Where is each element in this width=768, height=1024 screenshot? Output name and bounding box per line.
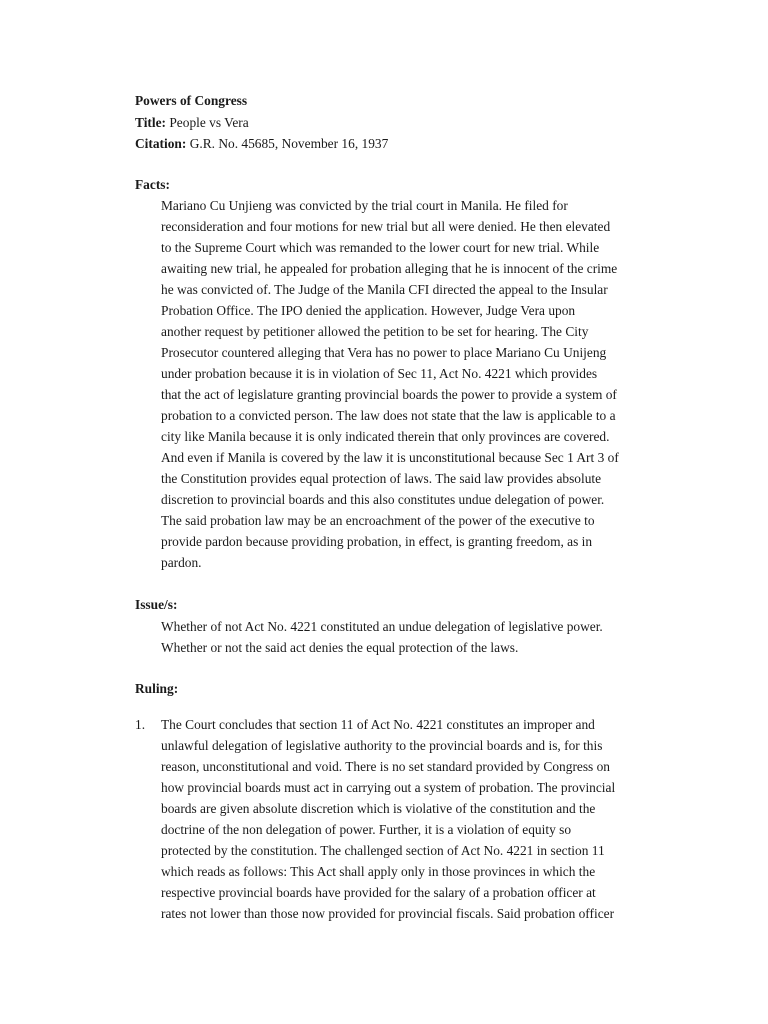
facts-line: awaiting new trial, he appealed for probation alleging that he is innocent of the crime — [161, 261, 618, 276]
facts-line: provide pardon because providing probation, in effect, is granting freedom, as in — [161, 534, 593, 549]
ruling-item-number: 1. — [135, 717, 146, 732]
facts-line: And even if Manila is covered by the law it is unconstitutional because Sec 1 Art 3 of — [161, 450, 619, 465]
facts-line: another request by petitioner allowed the petition to be set for hearing. The City — [161, 324, 589, 339]
title-label: Title: — [135, 115, 166, 130]
facts-line: the Constitution provides equal protection of laws. The said law provides absolute — [161, 471, 602, 486]
facts-line: reconsideration and four motions for new trial but all were denied. He then elevated — [161, 219, 611, 234]
ruling-line: boards are given absolute discretion which is violative of the constitution and the — [161, 801, 596, 816]
ruling-line: doctrine of the non delegation of power. Further, it is a violation of equity so — [161, 822, 572, 837]
facts-line: probation to a convicted person. The law does not state that the law is applicable to a — [161, 408, 616, 423]
facts-line: Prosecutor countered alleging that Vera has no power to place Mariano Cu Unijeng — [161, 345, 607, 360]
ruling-line: protected by the constitution. The challenged section of Act No. 4221 in section 11 — [161, 843, 605, 858]
citation-value: G.R. No. 45685, November 16, 1937 — [189, 136, 389, 151]
issue-line: Whether of not Act No. 4221 constituted an undue delegation of legislative power. — [161, 619, 603, 634]
citation-label: Citation: — [135, 136, 187, 151]
ruling-line: reason, unconstitutional and void. There is no set standard provided by Congress on — [161, 759, 611, 774]
ruling-line: The Court concludes that section 11 of Act No. 4221 constitutes an improper and — [161, 717, 595, 732]
facts-line: The said probation law may be an encroachment of the power of the executive to — [161, 513, 595, 528]
facts-line: under probation because it is in violation of Sec 11, Act No. 4221 which provides — [161, 366, 598, 381]
facts-line: Probation Office. The IPO denied the application. However, Judge Vera upon — [161, 303, 576, 318]
citation-row — [135, 136, 388, 152]
ruling-line: rates not lower than those now provided for provincial fiscals. Said probation officer — [161, 906, 615, 921]
facts-line: that the act of legislature granting provincial boards the power to provide a system of — [161, 387, 617, 402]
facts-line: Mariano Cu Unjieng was convicted by the trial court in Manila. He filed for — [161, 198, 568, 213]
ruling-line: which reads as follows: This Act shall apply only in those provinces in which the — [161, 864, 596, 879]
facts-line: he was convicted of. The Judge of the Manila CFI directed the appeal to the Insular — [161, 282, 608, 297]
facts-line: pardon. — [161, 555, 202, 570]
doc-heading: Powers of Congress — [135, 93, 248, 108]
ruling-label: Ruling: — [135, 681, 179, 696]
ruling-line: how provincial boards must act in carrying out a system of probation. The provincial — [161, 780, 616, 795]
ruling-line: unlawful delegation of legislative authority to the provincial boards and is, for this — [161, 738, 603, 753]
facts-line: city like Manila because it is only indicated therein that only provinces are covered. — [161, 429, 610, 444]
ruling-line: respective provincial boards have provided for the salary of a probation officer at — [161, 885, 596, 900]
issues-label: Issue/s: — [135, 597, 178, 612]
title-value: People vs Vera — [169, 115, 249, 130]
facts-label: Facts: — [135, 177, 170, 192]
issue-line: Whether or not the said act denies the equal protection of the laws. — [161, 640, 519, 655]
title-row — [135, 115, 249, 131]
facts-line: to the Supreme Court which was remanded to the lower court for new trial. While — [161, 240, 600, 255]
facts-line: discretion to provincial boards and this also constitutes undue delegation of power. — [161, 492, 605, 507]
